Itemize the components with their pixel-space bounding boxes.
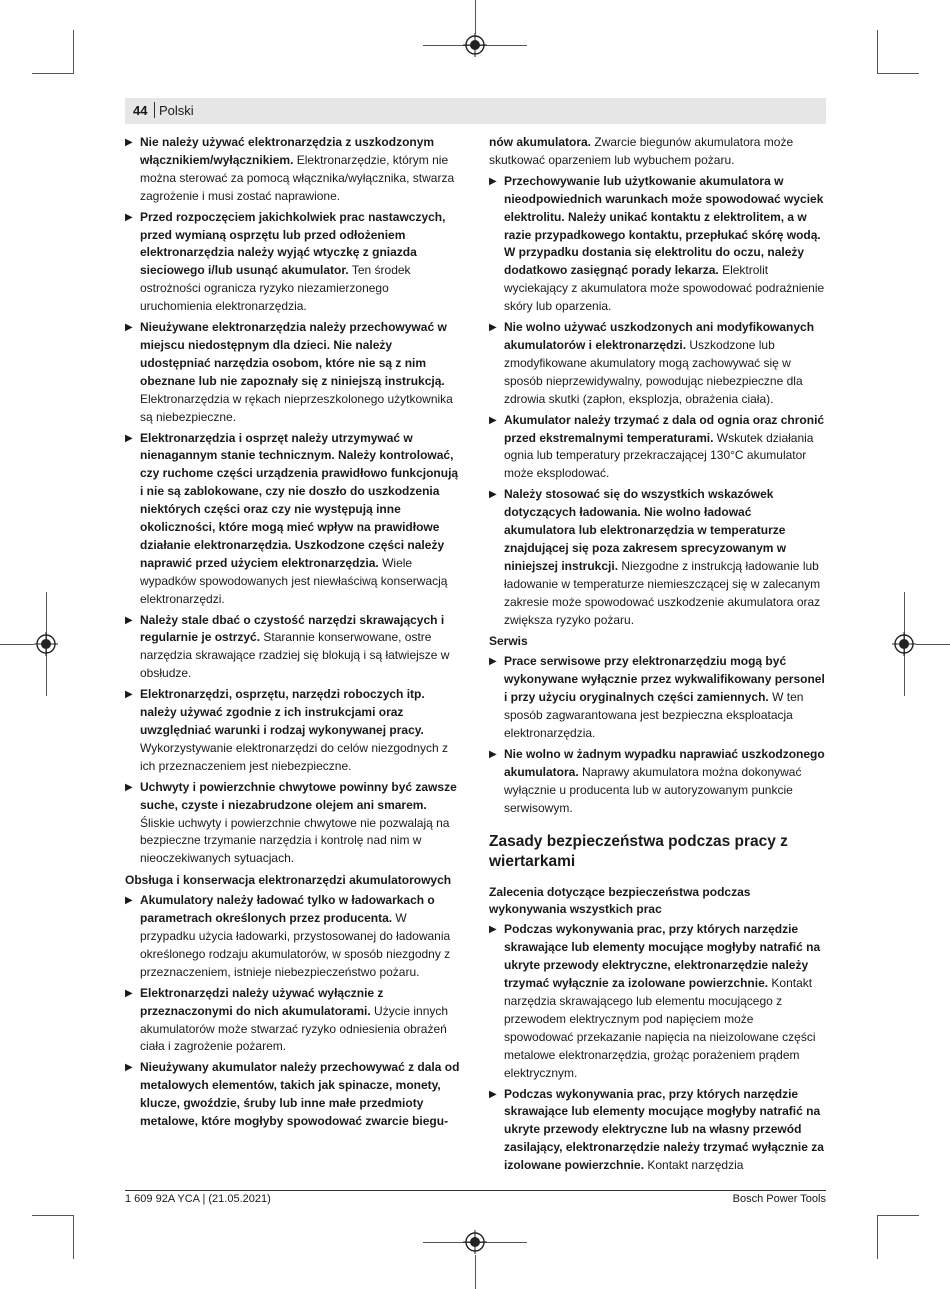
safety-item-text: Uszkodzone lub zmodyfikowane akumulatory mogą zachowywać się w sposób nieprzewidywalny, powodując niebezpieczne dla zdrowia skutki (zapłon, eksplozja, obrażenia ciała). bbox=[504, 337, 803, 406]
crop-mark bbox=[475, 1255, 476, 1289]
bullet-arrow-icon: ▶ bbox=[489, 748, 497, 760]
safety-item-text: W ten sposób zagwarantowana jest bezpieczna eksploatacja elektronarzędzia. bbox=[504, 690, 804, 740]
safety-item-text: Wiele wypadków spowodowanych jest niewłaściwą konserwacją elektronarzędzi. bbox=[140, 555, 448, 606]
crop-mark bbox=[877, 1215, 878, 1259]
safety-item bbox=[125, 686, 461, 776]
safety-item bbox=[489, 1086, 825, 1176]
serwis-items bbox=[489, 653, 825, 817]
right-items bbox=[489, 173, 825, 630]
bullet-arrow-icon: ▶ bbox=[489, 924, 497, 936]
continued-text: Zwarcie biegunów akumulatora może skutkować oparzeniem lub wybuchem pożaru. bbox=[489, 135, 794, 167]
safety-item-bold: Uchwyty i powierzchnie chwytowe powinny być zawsze suche, czyste i niezabrudzone olejem ani smarem. bbox=[140, 779, 457, 812]
page-header bbox=[125, 98, 826, 124]
subheading-battery-care: Obsługa i konserwacja elektronarzędzi akumulatorowych bbox=[125, 873, 452, 888]
safety-item bbox=[125, 892, 461, 982]
subheading-all-work: Zalecenia dotyczące bezpieczeństwa podczas wykonywania wszystkich prac bbox=[489, 884, 751, 917]
safety-item-text: Śliskie uchwyty i powierzchnie chwytowe nie pozwalają na bezpieczne trzymanie narzędzia i kontrolę nad nim w nieoczekiwanych sytuacjach. bbox=[140, 815, 450, 866]
footer-brand: Bosch Power Tools bbox=[732, 1193, 826, 1205]
bullet-arrow-icon: ▶ bbox=[125, 781, 133, 793]
crop-mark bbox=[475, 0, 476, 34]
safety-item bbox=[125, 430, 461, 609]
safety-item-text: Wykorzystywanie elektronarzędzi do celów niezgodnych z ich przeznaczeniem jest niebezpieczne. bbox=[140, 740, 449, 773]
bullet-arrow-icon: ▶ bbox=[125, 614, 133, 626]
safety-item-text: Użycie innych akumulatorów może stwarzać ryzyko odniesienia obrażeń ciała i zagrożenie pożarem. bbox=[140, 1003, 449, 1054]
safety-item-text: Kontakt narzędzia skrawającego lub elementu mocującego z przewodem elektrycznym pod napięciem może spowodować przekazanie napięcia na nieizolowane części metalowe elektronarzędzia, grożąc porażeniem prądem elektrycznym. bbox=[504, 976, 816, 1080]
bullet-arrow-icon: ▶ bbox=[125, 211, 133, 223]
safety-item bbox=[125, 209, 461, 316]
crop-mark bbox=[877, 73, 919, 74]
safety-item-bold: Należy stale dbać o czystość narzędzi skrawających i regularnie je ostrzyć. bbox=[140, 612, 445, 645]
safety-item bbox=[489, 746, 825, 818]
bullet-arrow-icon: ▶ bbox=[125, 137, 133, 148]
safety-item-bold: Przechowywanie lub użytkowanie akumulatora w nieodpowiednich warunkach może spowodować wyciek elektrolitu. Należy unikać kontaktu z elektrolitem, a w razie przypadkowego kontaktu, przepłukać skórę wodą. W przypadku dostania się elektrolitu do oczu, należy dodatkowo zasięgnąć porady lekarza. bbox=[504, 173, 824, 278]
safety-item bbox=[125, 319, 461, 426]
bullet-arrow-icon: ▶ bbox=[125, 689, 133, 701]
bullet-arrow-icon: ▶ bbox=[125, 895, 133, 907]
registration-mark-icon bbox=[463, 1230, 487, 1254]
crop-mark bbox=[73, 1215, 74, 1259]
crop-mark bbox=[877, 1215, 919, 1216]
crop-mark bbox=[916, 644, 950, 645]
bullet-arrow-icon: ▶ bbox=[125, 1062, 133, 1074]
registration-mark-icon bbox=[34, 632, 58, 656]
crop-mark bbox=[73, 30, 74, 74]
crop-mark bbox=[877, 30, 878, 74]
bullet-arrow-icon: ▶ bbox=[489, 322, 497, 334]
safety-item-bold: Nieużywany akumulator należy przechowywać z dala od metalowych elementów, takich jak spinacze, monety, klucze, gwoździe, śruby lub inne małe przedmioty metalowe, które mogłyby spowodować zwarcie biegu- bbox=[140, 1060, 460, 1129]
safety-item-bold: Nie wolno używać uszkodzonych ani modyfikowanych akumulatorów i elektronarzędzi. bbox=[504, 320, 815, 352]
safety-item-bold: Elektronarzędzi należy używać wyłącznie z przeznaczonymi do nich akumulatorami. bbox=[140, 985, 384, 1018]
safety-item-bold: Nieużywane elektronarzędzia należy przechowywać w miejscu niedostępnym dla dzieci. Nie należy udostępniać narzędzia osobom, które nie są z nim obeznane lub nie zapoznały się z niniejszą instrukcją. bbox=[140, 320, 447, 388]
safety-item-bold: Należy stosować się do wszystkich wskazówek dotyczących ładowania. Nie wolno ładować akumulatora lub elektronarzędzia w temperaturze znajdującej się poza zakresem sprecyzowanym w niniejszej instrukcji. bbox=[504, 487, 787, 573]
registration-mark-icon bbox=[463, 33, 487, 57]
continued-bold: nów akumulatora. bbox=[489, 135, 592, 149]
safety-item bbox=[489, 486, 825, 629]
safety-item-text: Elektrolit wyciekający z akumulatora może spowodować podrażnienie skóry lub oparzenia. bbox=[504, 263, 825, 314]
safety-item-text: Elektronarzędzia w rękach nieprzeszkolonego użytkownika są niebezpieczne. bbox=[140, 391, 453, 424]
safety-item bbox=[125, 612, 461, 684]
safety-item bbox=[489, 173, 825, 316]
safety-item-bold: Akumulatory należy ładować tylko w ładowarkach o parametrach określonych przez producenta. bbox=[140, 893, 435, 926]
left-items-battery bbox=[125, 892, 461, 1131]
safety-item-bold: Prace serwisowe przy elektronarzędziu mogą być wykonywane wyłącznie przez wykwalifikowany personel i przy użyciu oryginalnych części zamiennych. bbox=[504, 654, 825, 705]
serwis-heading: Serwis bbox=[489, 634, 528, 649]
bullet-arrow-icon: ▶ bbox=[489, 656, 497, 668]
safety-item-bold: Podczas wykonywania prac, przy których narzędzie skrawające lub elementy mocujące mogłyby natrafić na ukryte przewody elektryczne lub na własny przewód zasilający, elektronarzędzie należy trzymać wyłącznie za izolowane powierzchnie. bbox=[504, 1086, 824, 1173]
safety-item-bold: Elektronarzędzia i osprzęt należy utrzymywać w nienagannym stanie technicznym. Należy kontrolować, czy ruchome części urządzenia prawidłowo funkcjonują i nie są zablokowane, czy nie doszło do uszkodzenia niektórych części oraz czy nie występują inne okoliczności, które mogą mieć wpływ na prawidłowe działanie elektronarzędzia. Uszkodzone części należy naprawić przed użyciem elektronarzędzia. bbox=[140, 430, 459, 570]
crop-mark bbox=[32, 73, 74, 74]
bullet-arrow-icon: ▶ bbox=[125, 987, 133, 999]
safety-item bbox=[125, 1059, 461, 1131]
bullet-arrow-icon: ▶ bbox=[489, 414, 497, 426]
safety-item-bold: Przed rozpoczęciem jakichkolwiek prac nastawczych, przed wymianą osprzętu lub przed odłożeniem elektronarzędzia należy wyjąć wtyczkę z gniazda sieciowego i/lub usunąć akumulator. bbox=[140, 209, 446, 278]
safety-item bbox=[125, 985, 461, 1057]
crop-mark bbox=[0, 644, 34, 645]
footer-doc-id: 1 609 92A YCA | (21.05.2021) bbox=[125, 1193, 271, 1205]
continued-paragraph bbox=[489, 134, 825, 170]
bullet-arrow-icon: ▶ bbox=[489, 175, 497, 187]
safety-item bbox=[489, 921, 825, 1082]
registration-mark-icon bbox=[892, 632, 916, 656]
section-title: Zasady bezpieczeństwa podczas pracy z wiertarkami bbox=[489, 832, 788, 870]
safety-item-bold: Akumulator należy trzymać z dala od ognia oraz chronić przed ekstremalnymi temperaturami. bbox=[504, 412, 825, 445]
header-divider bbox=[154, 102, 155, 118]
safety-item bbox=[489, 319, 825, 409]
safety-item bbox=[489, 412, 825, 484]
safety-item bbox=[489, 653, 825, 743]
language-label: Polski bbox=[159, 103, 194, 118]
crop-mark bbox=[32, 1215, 74, 1216]
safety-item-bold: Podczas wykonywania prac, przy których narzędzie skrawające lub elementy mocujące mogłyby natrafić na ukryte przewody elektryczne, elektronarzędzie należy trzymać wyłącznie za izolowane powierzchnie. bbox=[504, 922, 821, 991]
bullet-arrow-icon: ▶ bbox=[125, 322, 133, 334]
safety-item-text: Kontakt narzędzia bbox=[644, 1158, 744, 1173]
safety-item-text: Wskutek działania ognia lub temperatury przekraczającej 130°C akumulator może eksplodować. bbox=[504, 430, 814, 481]
right-column bbox=[489, 134, 825, 1178]
safety-item-text: Niezgodne z instrukcją ładowanie lub ładowanie w temperaturze niemieszczącej się w zalecanym zakresie może spowodować uszkodzenie akumulatora oraz zwiększa ryzyko pożaru. bbox=[504, 558, 821, 627]
left-column bbox=[125, 134, 461, 1134]
bullet-arrow-icon: ▶ bbox=[489, 489, 497, 501]
safety-item bbox=[125, 779, 461, 869]
safety-item-text: Starannie konserwowane, ostre narzędzia skrawające rzadziej się blokują i są łatwiejsze w obsłudze. bbox=[140, 630, 450, 681]
bullet-arrow-icon: ▶ bbox=[125, 432, 133, 444]
safety-item-bold: Elektronarzędzi, osprzętu, narzędzi roboczych itp. należy używać zgodnie z ich instrukcjami oraz uwzględniać warunki i rodzaj wykonywanej pracy. bbox=[140, 687, 425, 737]
left-items bbox=[125, 134, 461, 868]
footer-rule bbox=[125, 1190, 826, 1191]
safety-item bbox=[125, 134, 461, 206]
final-items bbox=[489, 921, 825, 1175]
safety-item-text: Naprawy akumulatora można dokonywać wyłącznie u producenta lub w autoryzowanym punkcie serwisowym. bbox=[504, 764, 802, 815]
page-number: 44 bbox=[133, 103, 148, 118]
safety-item-text: W przypadku użycia ładowarki, przystosowanej do ładowania określonego rodzaju akumulatorów, w sposób niezgodny z przeznaczeniem, istnieje niebezpieczeństwo pożaru. bbox=[140, 911, 451, 979]
bullet-arrow-icon: ▶ bbox=[489, 1088, 497, 1100]
safety-item-bold: Nie wolno w żadnym wypadku naprawiać uszkodzonego akumulatora. bbox=[504, 746, 825, 779]
safety-item-bold: Nie należy używać elektronarzędzia z uszkodzonym włącznikiem/wyłącznikiem. bbox=[140, 135, 435, 167]
safety-item-text: Ten środek ostrożności ogranicza ryzyko niezamierzonego uruchomienia elektronarzędzia. bbox=[140, 263, 411, 314]
safety-item-text: Elektronarzędzie, którym nie można sterować za pomocą włącznika/wyłącznika, stwarza zagrożenie i musi zostać naprawione. bbox=[140, 152, 455, 203]
